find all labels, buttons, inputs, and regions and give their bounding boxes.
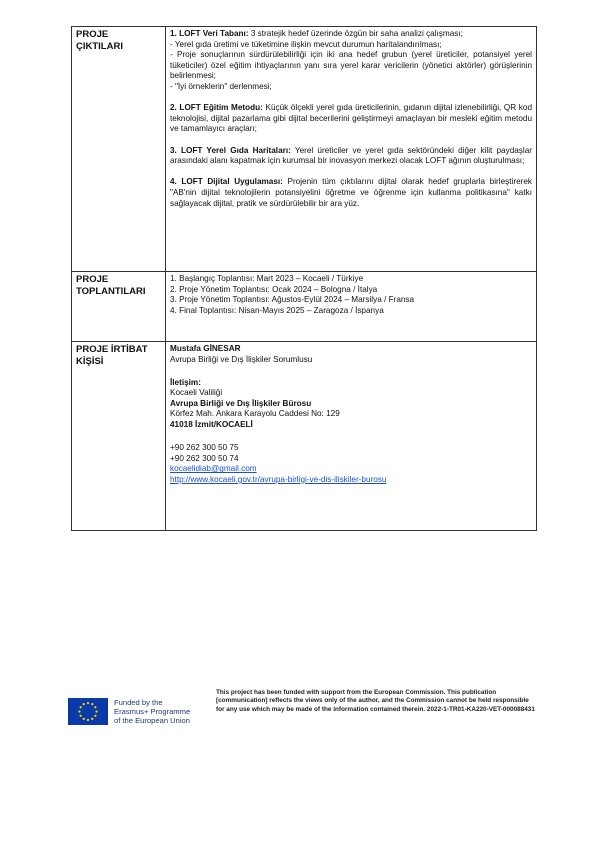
output-4	[170, 177, 532, 209]
contact-institution: Kocaeli Valiliği	[170, 388, 223, 398]
funding-disclaimer: This project has been funded with support from the European Commission. This publication [communication] reflects the views only of the author, and the Commission cannot be held responsible for any use which may be made of the information contained therein. 2022-1-TR01-KA220-VET-000088431	[216, 689, 535, 713]
contact-email-link[interactable]: kocaelidiab@gmail.com	[170, 464, 257, 474]
contact-heading: İletişim:	[170, 377, 201, 387]
table-row-outputs	[72, 27, 537, 272]
table-row-meetings	[72, 272, 537, 342]
output-3-title: 3. LOFT Yerel Gıda Haritaları:	[170, 145, 291, 155]
label-line: PROJE	[76, 29, 109, 40]
eu-star	[94, 715, 96, 717]
eu-star	[78, 710, 80, 712]
meetings-content	[166, 272, 537, 342]
eu-stars	[68, 698, 108, 725]
meeting-item: 4. Final Toplantısı: Nisan-Mayıs 2025 – Zaragoza / İspanya	[170, 305, 384, 315]
label-line: TOPLANTILARI	[76, 286, 146, 297]
eu-star	[95, 710, 97, 712]
eu-star	[80, 706, 82, 708]
row-label-meetings	[72, 272, 166, 342]
output-1-bullet: - "İyi örneklerin" derlenmesi;	[170, 81, 272, 91]
output-4-text: Projenin tüm çıktılarını dijital olarak hedef gruplarla birleştirerek "AB'nin dijital teknolojilerin potansiyelini öğretme ve öğrenme için kullanma politikasına" katkı sağlayacak dijital, pratik ve sürdürülebilir bir ara yüz.	[170, 177, 532, 208]
contact-name: Mustafa GİNESAR	[170, 344, 241, 353]
table-row-contact	[72, 342, 537, 531]
row-label-contact	[72, 342, 166, 531]
label-line: ÇIKTILARI	[76, 41, 123, 52]
eu-star	[91, 718, 93, 720]
contact-office: Avrupa Birliği ve Dış İlişkiler Bürosu	[170, 398, 312, 408]
eu-star	[91, 703, 93, 705]
project-info-table	[71, 26, 537, 531]
eu-funding-line: Funded by the	[114, 698, 163, 707]
output-2-text: Küçük ölçekli yerel gıda üreticilerinin, gıdanın dijital izlenebilirliği, QR kod teknolojisi, dijital pazarlama gibi dijital becerilerini geliştirmeyi amaçlayan bir mesleki eğitim metodu ve tamamlayıcı araçları;	[170, 103, 532, 134]
output-1-bullet: - Yerel gıda üretimi ve tüketimine ilişkin mevcut durumun haritalandırılması;	[170, 39, 442, 49]
contact-content	[166, 342, 537, 531]
contact-phone: +90 262 300 50 75	[170, 443, 239, 453]
eu-star	[83, 718, 85, 720]
outputs-content	[166, 27, 537, 272]
contact-phone: +90 262 300 50 74	[170, 453, 239, 463]
contact-address: Körfez Mah. Ankara Karayolu Caddesi No: 129	[170, 409, 340, 419]
output-2	[170, 103, 532, 135]
output-2-title: 2. LOFT Eğitim Metodu:	[170, 103, 263, 113]
row-label-outputs	[72, 27, 166, 272]
meeting-item: 3. Proje Yönetim Toplantısı: Ağustos-Eylül 2024 – Marsilya / Fransa	[170, 295, 415, 305]
eu-star	[87, 702, 89, 704]
meeting-item: 1. Başlangıç Toplantısı: Mart 2023 – Kocaeli / Türkiye	[170, 274, 364, 283]
eu-funding-label	[114, 698, 190, 725]
label-line: PROJE İRTİBAT	[76, 344, 148, 355]
eu-star	[87, 719, 89, 721]
eu-funding-line: Erasmus+ Programme	[114, 707, 191, 716]
output-1	[170, 29, 532, 40]
eu-star	[80, 715, 82, 717]
eu-star	[94, 706, 96, 708]
label-line: KİŞİSİ	[76, 356, 104, 367]
output-1-text: 3 stratejik hedef üzerinde özgün bir saha analizi çalışması;	[248, 29, 463, 38]
output-3-text: Yerel üreticiler ve yerel gıda sektöründeki diğer kilit paydaşlar arasındaki alanı kapatmak için kurumsal bir inovasyon merkezi olacak LOFT ağının oluşturulması;	[170, 145, 532, 166]
footer	[68, 688, 538, 738]
output-1-title: 1. LOFT Veri Tabanı:	[170, 29, 249, 38]
label-line: PROJE	[76, 274, 109, 285]
contact-address-city: 41018 İzmit/KOCAELİ	[170, 420, 253, 430]
contact-website-link[interactable]: http://www.kocaeli.gov.tr/avrupa-birligi-ve-dis-iliskiler-burosu	[170, 474, 387, 484]
eu-funding-line: of the European Union	[114, 716, 190, 725]
output-3	[170, 146, 532, 167]
output-4-title: 4. LOFT Dijital Uygulaması:	[170, 177, 283, 187]
eu-flag-icon	[68, 698, 108, 725]
eu-star	[83, 703, 85, 705]
contact-role: Avrupa Birliği ve Dış İlişkiler Sorumlusu	[170, 354, 313, 364]
meeting-item: 2. Proje Yönetim Toplantısı: Ocak 2024 – Bologna / İtalya	[170, 284, 378, 294]
output-1-bullet: - Proje sonuçlarının sürdürülebilirliği için iki ana hedef grubun (yerel üreticiler, potansiyel yerel tüketiciler) özel eğitim ihtiyaçlarının yanı sıra yerel karar vericilerin (yönetici aktörler) görüşlerinin belirlenmesi;	[170, 50, 532, 81]
